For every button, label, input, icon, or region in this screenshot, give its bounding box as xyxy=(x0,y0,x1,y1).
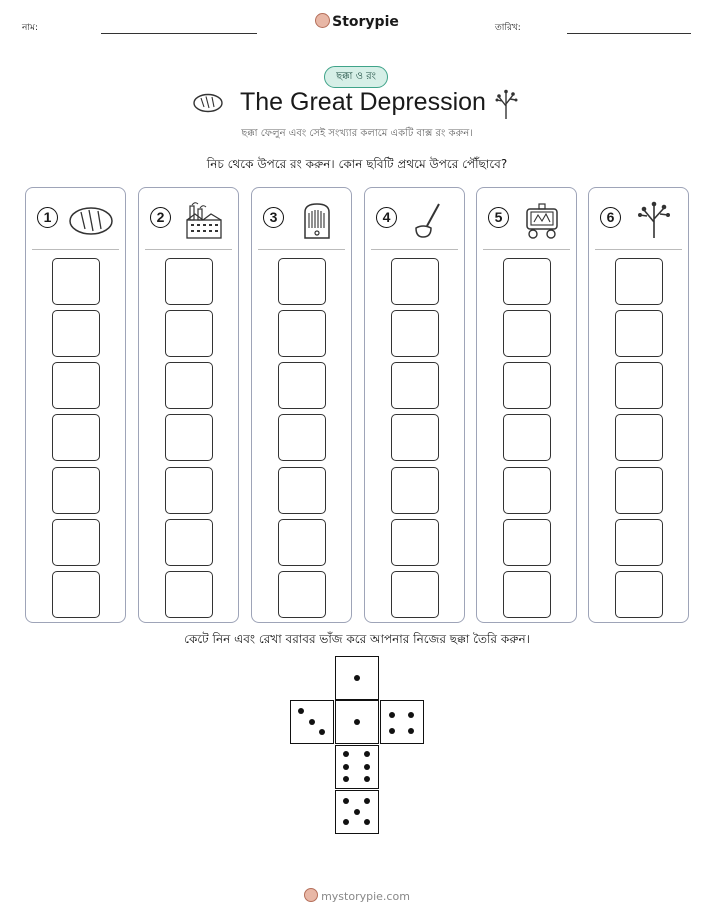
column-divider xyxy=(145,249,232,250)
die-pip xyxy=(354,809,360,815)
die-pip xyxy=(354,675,360,681)
color-box[interactable] xyxy=(278,519,326,566)
die-face-1 xyxy=(335,656,379,700)
name-line[interactable] xyxy=(101,33,257,34)
die-pip xyxy=(343,798,349,804)
color-box[interactable] xyxy=(391,519,439,566)
column-4 xyxy=(364,187,465,623)
die-pip xyxy=(343,751,349,757)
die-face-5 xyxy=(335,790,379,834)
color-box[interactable] xyxy=(615,519,663,566)
color-box[interactable] xyxy=(278,414,326,461)
brand-logo xyxy=(0,13,714,30)
bread-icon xyxy=(66,200,116,240)
color-box[interactable] xyxy=(503,258,551,305)
color-box[interactable] xyxy=(278,571,326,618)
color-box[interactable] xyxy=(615,571,663,618)
color-box[interactable] xyxy=(391,310,439,357)
column-number: 2 xyxy=(150,207,171,228)
color-box[interactable] xyxy=(615,310,663,357)
name-label: নাম: xyxy=(22,23,39,33)
color-box[interactable] xyxy=(503,571,551,618)
color-box[interactable] xyxy=(52,362,100,409)
die-pip xyxy=(309,719,315,725)
footer xyxy=(0,888,714,903)
color-box[interactable] xyxy=(503,467,551,514)
die-pip xyxy=(319,729,325,735)
color-box[interactable] xyxy=(278,310,326,357)
column-number: 5 xyxy=(488,207,509,228)
color-box[interactable] xyxy=(52,519,100,566)
die-pip xyxy=(389,712,395,718)
die-pip xyxy=(298,708,304,714)
die-face-6 xyxy=(335,745,379,789)
color-box[interactable] xyxy=(391,467,439,514)
column-divider xyxy=(371,249,458,250)
footer-url[interactable]: mystorypie.com xyxy=(321,890,410,903)
color-box[interactable] xyxy=(391,571,439,618)
color-box[interactable] xyxy=(52,467,100,514)
color-box[interactable] xyxy=(165,258,213,305)
color-box[interactable] xyxy=(391,362,439,409)
color-box[interactable] xyxy=(615,258,663,305)
color-box[interactable] xyxy=(52,571,100,618)
color-box[interactable] xyxy=(278,258,326,305)
die-pip xyxy=(364,776,370,782)
color-box[interactable] xyxy=(615,362,663,409)
column-number: 4 xyxy=(376,207,397,228)
storypie-footer-icon xyxy=(304,888,318,902)
wagon-icon xyxy=(517,200,567,240)
bare-tree-icon xyxy=(493,88,519,120)
color-box[interactable] xyxy=(391,414,439,461)
instruction: নিচ থেকে উপরে রং করুন। কোন ছবিটি প্রথমে উপরে পৌঁছাবে? xyxy=(206,157,508,171)
date-label: তারিখ: xyxy=(495,23,521,33)
die-pip xyxy=(343,819,349,825)
subtitle: ছক্কা ফেলুন এবং সেই সংখ্যার কলামে একটি বাক্স রং করুন। xyxy=(241,128,473,139)
die-face-1 xyxy=(335,700,379,744)
die-pip xyxy=(408,728,414,734)
factory-icon xyxy=(179,200,229,240)
column-1 xyxy=(25,187,126,623)
color-box[interactable] xyxy=(615,467,663,514)
color-box[interactable] xyxy=(52,310,100,357)
color-box[interactable] xyxy=(165,467,213,514)
column-divider xyxy=(32,249,119,250)
color-box[interactable] xyxy=(615,414,663,461)
color-box[interactable] xyxy=(165,414,213,461)
bread-icon xyxy=(192,92,224,114)
storypie-logo-icon xyxy=(315,13,330,28)
color-box[interactable] xyxy=(503,414,551,461)
die-pip xyxy=(364,764,370,770)
radio-icon xyxy=(292,200,342,240)
color-box[interactable] xyxy=(391,258,439,305)
color-box[interactable] xyxy=(503,519,551,566)
die-pip xyxy=(343,764,349,770)
page-title: The Great Depression xyxy=(240,88,486,116)
color-box[interactable] xyxy=(278,467,326,514)
die-pip xyxy=(364,819,370,825)
bare-tree-icon xyxy=(629,200,679,240)
color-box[interactable] xyxy=(52,414,100,461)
die-pip xyxy=(364,751,370,757)
die-pip xyxy=(354,719,360,725)
color-box[interactable] xyxy=(165,571,213,618)
die-pip xyxy=(389,728,395,734)
color-box[interactable] xyxy=(503,362,551,409)
cut-instruction: কেটে নিন এবং রেখা বরাবর ভাঁজ করে আপনার নিজের ছক্কা তৈরি করুন। xyxy=(184,632,530,646)
column-number: 6 xyxy=(600,207,621,228)
color-box[interactable] xyxy=(52,258,100,305)
column-divider xyxy=(595,249,682,250)
category-badge: ছক্কা ও রং xyxy=(324,66,388,88)
die-net xyxy=(290,656,426,836)
column-6 xyxy=(588,187,689,623)
date-line[interactable] xyxy=(567,33,691,34)
die-face-4 xyxy=(380,700,424,744)
color-box[interactable] xyxy=(165,310,213,357)
column-number: 3 xyxy=(263,207,284,228)
ladle-icon xyxy=(405,200,455,240)
color-box[interactable] xyxy=(165,362,213,409)
column-5 xyxy=(476,187,577,623)
column-3 xyxy=(251,187,352,623)
die-face-3 xyxy=(290,700,334,744)
die-pip xyxy=(343,776,349,782)
color-box[interactable] xyxy=(165,519,213,566)
column-number: 1 xyxy=(37,207,58,228)
column-divider xyxy=(483,249,570,250)
color-box[interactable] xyxy=(503,310,551,357)
column-2 xyxy=(138,187,239,623)
die-pip xyxy=(408,712,414,718)
die-pip xyxy=(364,798,370,804)
color-box[interactable] xyxy=(278,362,326,409)
brand-name: Storypie xyxy=(332,14,399,30)
column-divider xyxy=(258,249,345,250)
